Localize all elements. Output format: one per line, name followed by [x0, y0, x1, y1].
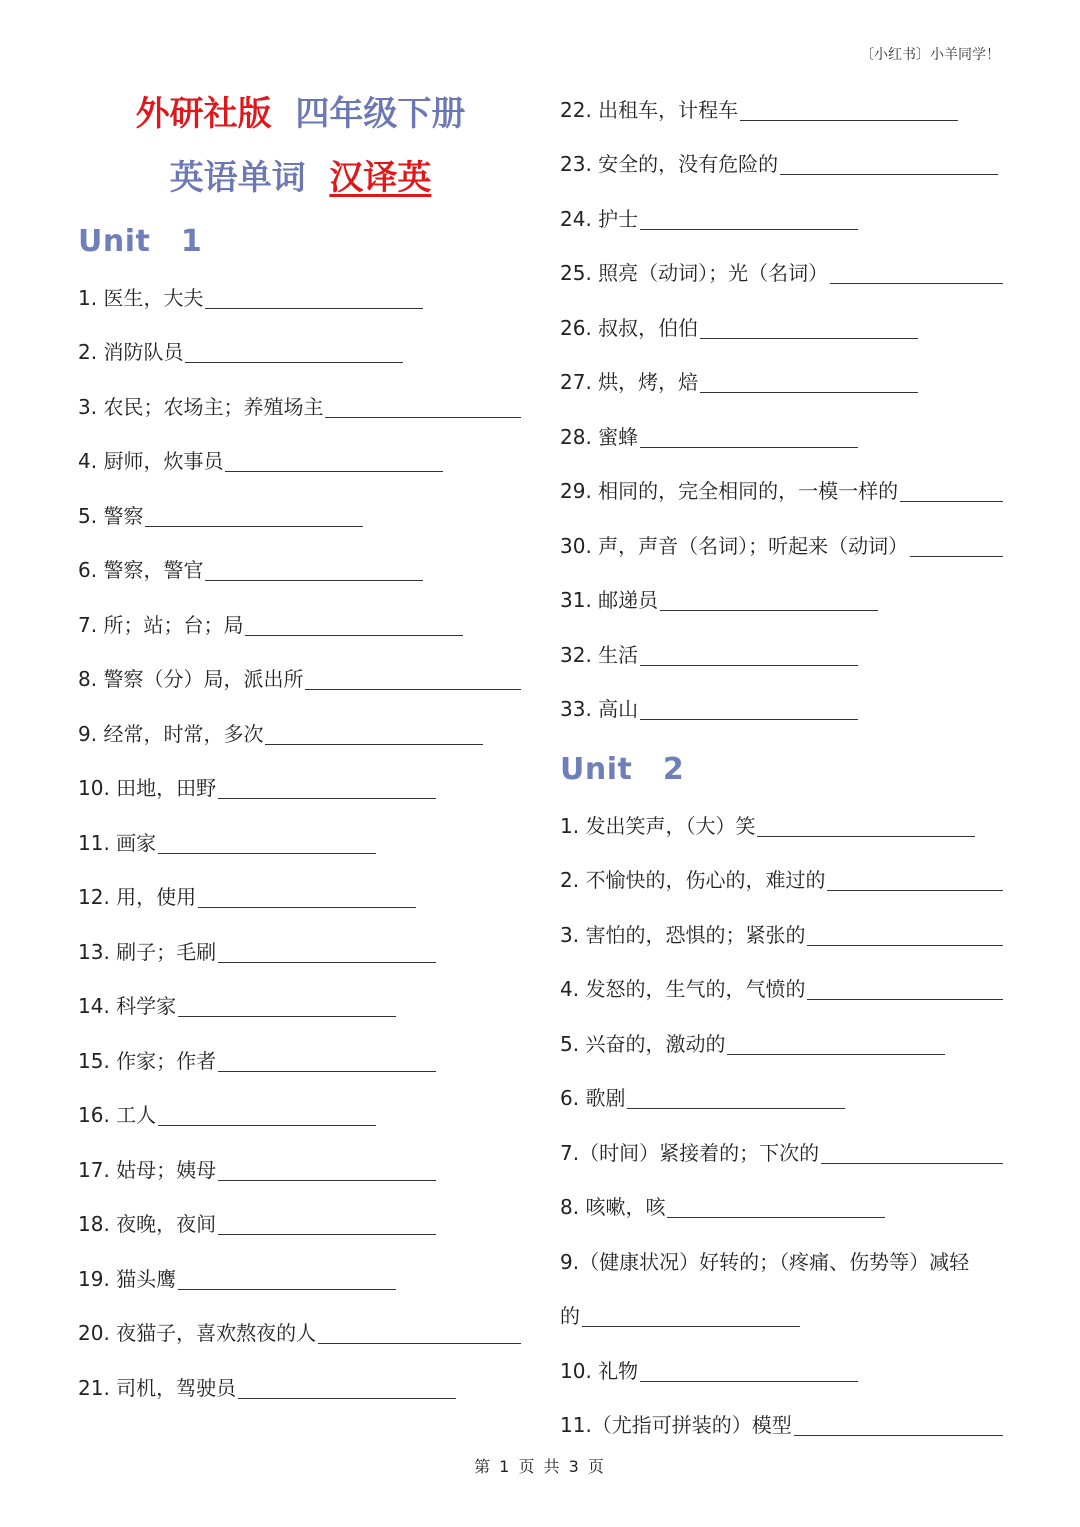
answer-blank[interactable]	[640, 1381, 858, 1382]
watermark: 〔小红书〕小羊同学！	[860, 47, 1000, 63]
answer-blank[interactable]	[821, 1163, 1003, 1164]
vocab-prompt: 4. 发怒的，生气的，气愤的	[560, 977, 806, 1001]
vocab-item	[560, 468, 1005, 523]
vocab-item	[560, 1075, 1005, 1130]
answer-blank[interactable]	[178, 1016, 396, 1017]
vocab-item	[560, 966, 1005, 1021]
vocab-item	[78, 928, 528, 983]
answer-blank[interactable]	[158, 1125, 376, 1126]
vocab-item	[78, 710, 528, 765]
answer-blank[interactable]	[700, 338, 918, 339]
answer-blank[interactable]	[640, 447, 858, 448]
vocab-prompt: 26. 叔叔，伯伯	[560, 315, 699, 340]
vocab-item	[560, 1238, 1005, 1347]
vocab-prompt: 10. 田地，田野	[78, 776, 217, 800]
answer-blank[interactable]	[265, 744, 483, 745]
vocab-item	[560, 686, 1005, 741]
vocab-item	[78, 492, 528, 547]
vocab-prompt: 10. 礼物	[560, 1358, 639, 1383]
vocab-prompt: 17. 姑母；姨母	[78, 1157, 217, 1182]
vocab-prompt: 8. 咳嗽，咳	[560, 1195, 666, 1219]
vocab-prompt: 3. 农民；农场主；养殖场主	[78, 394, 324, 419]
vocab-item	[560, 577, 1005, 632]
vocab-prompt: 2. 消防队员	[78, 340, 184, 364]
answer-blank[interactable]	[667, 1217, 885, 1218]
vocab-item	[560, 195, 1005, 250]
title-publisher: 外研社版	[135, 94, 272, 134]
title-mode: 汉译英	[329, 158, 432, 198]
answer-blank[interactable]	[780, 174, 998, 175]
vocab-prompt: 7. 所；站；台；局	[78, 612, 244, 637]
vocab-prompt: 24. 护士	[560, 206, 639, 231]
answer-blank[interactable]	[218, 1180, 436, 1181]
vocab-prompt: 11. 画家	[78, 830, 157, 855]
vocab-item	[78, 1255, 528, 1310]
vocab-prompt: 1. 发出笑声，（大）笑	[560, 813, 756, 838]
answer-blank[interactable]	[807, 999, 1003, 1000]
vocab-prompt: 9.（健康状况）好转的；（疼痛、伤势等）减轻	[560, 1250, 970, 1274]
answer-blank[interactable]	[218, 798, 436, 799]
vocab-prompt: 27. 烘，烤，焙	[560, 370, 699, 394]
answer-blank[interactable]	[245, 635, 463, 636]
vocab-prompt: 18. 夜晚，夜间	[78, 1212, 217, 1236]
vocab-prompt: 12. 用，使用	[78, 885, 197, 909]
vocab-prompt-continued: 的	[560, 1304, 580, 1328]
vocab-item	[560, 1347, 1005, 1402]
answer-blank[interactable]	[910, 556, 1003, 557]
answer-blank[interactable]	[700, 392, 918, 393]
vocab-prompt: 22. 出租车，计程车	[560, 97, 739, 122]
unit-2-heading: Unit 2	[560, 752, 685, 787]
vocab-item	[78, 438, 528, 493]
answer-blank[interactable]	[640, 229, 858, 230]
answer-blank[interactable]	[900, 501, 1003, 502]
vocab-item	[560, 141, 1005, 196]
vocab-item	[78, 329, 528, 384]
vocab-prompt: 13. 刷子；毛刷	[78, 939, 217, 964]
answer-blank[interactable]	[325, 417, 521, 418]
right-column	[560, 86, 1005, 1456]
vocab-item	[78, 819, 528, 874]
answer-blank[interactable]	[218, 1234, 436, 1235]
vocab-item	[560, 359, 1005, 414]
unit-1-list-right	[560, 86, 1005, 740]
answer-blank[interactable]	[238, 1398, 456, 1399]
answer-blank[interactable]	[660, 610, 878, 611]
answer-blank[interactable]	[794, 1435, 1003, 1436]
vocab-prompt: 3. 害怕的，恐惧的；紧张的	[560, 922, 806, 947]
title-subject: 英语单词	[169, 158, 306, 198]
vocab-prompt: 14. 科学家	[78, 994, 177, 1018]
vocab-prompt: 31. 邮递员	[560, 588, 659, 612]
vocab-prompt: 11.（尤指可拼装的）模型	[560, 1413, 792, 1437]
title-line-1	[78, 86, 523, 142]
unit-1-list-left	[78, 274, 528, 1419]
answer-blank[interactable]	[218, 1071, 436, 1072]
left-column	[78, 86, 528, 1419]
vocab-item	[78, 1092, 528, 1147]
answer-blank[interactable]	[582, 1326, 800, 1327]
answer-blank[interactable]	[225, 471, 443, 472]
vocab-prompt: 5. 警察	[78, 503, 144, 528]
answer-blank[interactable]	[807, 945, 1003, 946]
answer-blank[interactable]	[727, 1054, 945, 1055]
answer-blank[interactable]	[205, 308, 423, 309]
vocab-prompt: 32. 生活	[560, 642, 639, 667]
vocab-item	[78, 1201, 528, 1256]
answer-blank[interactable]	[185, 362, 403, 363]
vocab-item	[560, 1020, 1005, 1075]
answer-blank[interactable]	[757, 836, 975, 837]
vocab-prompt: 25. 照亮（动词）；光（名词）	[560, 261, 829, 285]
vocab-item	[560, 911, 1005, 966]
answer-blank[interactable]	[218, 962, 436, 963]
vocab-prompt: 29. 相同的，完全相同的，一模一样的	[560, 479, 899, 503]
vocab-item	[78, 274, 528, 329]
answer-blank[interactable]	[827, 890, 1003, 891]
vocab-prompt: 20. 夜猫子，喜欢熬夜的人	[78, 1321, 317, 1345]
title-grade: 四年级下册	[295, 94, 466, 134]
vocab-prompt: 30. 声，声音（名词）；听起来（动词）	[560, 533, 909, 558]
answer-blank[interactable]	[640, 719, 858, 720]
vocab-prompt: 8. 警察（分）局，派出所	[78, 667, 304, 691]
vocab-item	[78, 1037, 528, 1092]
vocab-prompt: 2. 不愉快的，伤心的，难过的	[560, 868, 826, 892]
vocab-item	[560, 304, 1005, 359]
vocab-prompt: 15. 作家；作者	[78, 1048, 217, 1073]
vocab-prompt: 33. 高山	[560, 697, 639, 721]
vocab-prompt: 5. 兴奋的，激动的	[560, 1031, 726, 1056]
answer-blank[interactable]	[318, 1343, 521, 1344]
answer-blank[interactable]	[305, 689, 521, 690]
answer-blank[interactable]	[205, 580, 423, 581]
vocab-item	[78, 1364, 528, 1419]
vocab-item	[78, 983, 528, 1038]
vocab-prompt: 6. 警察，警官	[78, 558, 204, 582]
answer-blank[interactable]	[740, 120, 958, 121]
vocab-item	[78, 547, 528, 602]
vocab-prompt: 9. 经常，时常，多次	[78, 721, 264, 746]
page-footer: 第 1 页 共 3 页	[474, 1457, 606, 1476]
vocab-item	[78, 765, 528, 820]
answer-blank[interactable]	[158, 853, 376, 854]
vocab-item	[78, 1310, 528, 1365]
vocab-item	[560, 413, 1005, 468]
vocab-item	[560, 522, 1005, 577]
vocab-prompt: 28. 蜜蜂	[560, 424, 639, 449]
vocab-prompt: 1. 医生，大夫	[78, 285, 204, 310]
vocab-prompt: 19. 猫头鹰	[78, 1266, 177, 1291]
unit-1-heading: Unit 1	[78, 224, 203, 259]
vocab-item	[78, 656, 528, 711]
vocab-prompt: 21. 司机，驾驶员	[78, 1375, 237, 1400]
answer-blank[interactable]	[830, 283, 1003, 284]
vocab-item	[78, 383, 528, 438]
title-line-2	[78, 150, 523, 206]
vocab-item	[560, 857, 1005, 912]
vocab-prompt: 6. 歌剧	[560, 1086, 626, 1110]
answer-blank[interactable]	[198, 907, 416, 908]
vocab-item	[560, 1129, 1005, 1184]
vocab-item	[78, 601, 528, 656]
vocab-item	[560, 1402, 1005, 1457]
vocab-item	[560, 250, 1005, 305]
vocab-item	[560, 802, 1005, 857]
vocab-prompt: 7.（时间）紧接着的；下次的	[560, 1140, 820, 1165]
vocab-prompt: 4. 厨师，炊事员	[78, 449, 224, 473]
vocab-item	[560, 631, 1005, 686]
vocab-prompt: 23. 安全的，没有危险的	[560, 152, 779, 176]
vocab-item	[78, 874, 528, 929]
answer-blank[interactable]	[640, 665, 858, 666]
answer-blank[interactable]	[145, 526, 363, 527]
unit-2-list	[560, 802, 1005, 1456]
vocab-item	[560, 1184, 1005, 1239]
vocab-item	[78, 1146, 528, 1201]
vocab-item	[560, 86, 1005, 141]
answer-blank[interactable]	[627, 1108, 845, 1109]
answer-blank[interactable]	[178, 1289, 396, 1290]
vocab-prompt: 16. 工人	[78, 1103, 157, 1127]
